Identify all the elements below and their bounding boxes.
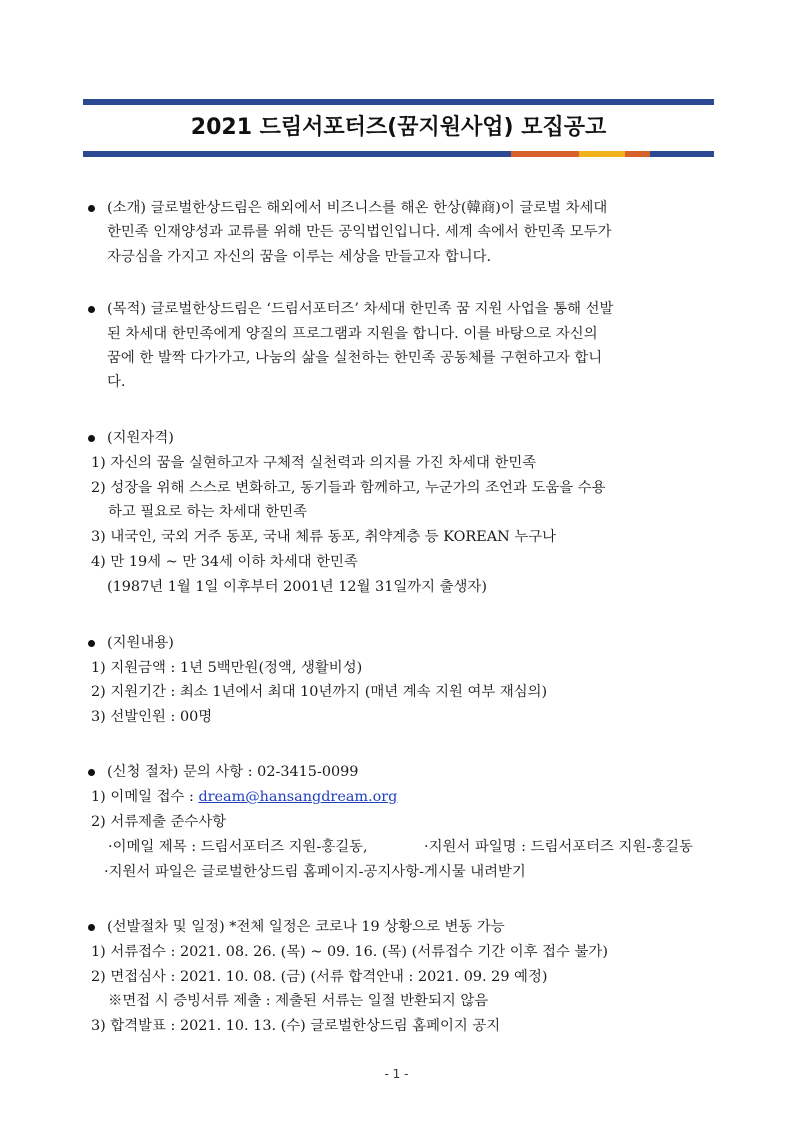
eligibility-item: 4) 만 19세 ~ 만 34세 이하 차세대 한민족 — [91, 554, 358, 570]
title-top-rule — [83, 99, 714, 105]
intro-line: (소개) 글로벌한상드림은 해외에서 비즈니스를 해온 한상(韓商)이 글로벌 차세대 — [107, 200, 608, 216]
bullet-icon — [88, 769, 95, 776]
eligibility-item: 2) 성장을 위해 스스로 변화하고, 동기들과 함께하고, 누군가의 조언과 도움을 수용 — [91, 480, 606, 496]
schedule-item: 3) 합격발표 : 2021. 10. 13. (수) 글로벌한상드림 홈페이지 공지 — [91, 1018, 501, 1034]
apply-email-line — [91, 786, 397, 808]
rule-segment-orange-2 — [625, 151, 650, 157]
support-item: 1) 지원금액 : 1년 5백만원(정액, 생활비성) — [91, 660, 363, 676]
schedule-item: 1) 서류접수 : 2021. 08. 26. (목) ~ 09. 16. (목) (서류접수 기간 이후 접수 불가) — [91, 944, 608, 960]
apply-subitem: ·지원서 파일명 : 드림서포터즈 지원-홍길동 — [424, 839, 693, 855]
rule-segment-navy-2 — [650, 151, 714, 157]
schedule-note: ※면접 시 증빙서류 제출 : 제출된 서류는 일절 반환되지 않음 — [108, 993, 489, 1009]
title-bottom-rule — [83, 151, 714, 157]
eligibility-item: 3) 내국인, 국외 거주 동포, 국내 체류 동포, 취약계층 등 KOREAN 누구나 — [91, 529, 557, 545]
purpose-line: 다. — [107, 374, 126, 390]
eligibility-heading: (지원자격) — [107, 430, 174, 446]
eligibility-item: (1987년 1월 1일 이후부터 2001년 12월 31일까지 출생자) — [107, 579, 487, 595]
support-item: 3) 선발인원 : 00명 — [91, 709, 213, 725]
page-number: - 1 - — [384, 1067, 409, 1081]
purpose-line: 꿈에 한 발짝 다가가고, 나눔의 삶을 실천하는 한민족 공동체를 구현하고자 합니 — [107, 350, 603, 366]
bullet-icon — [88, 640, 95, 647]
rule-segment-yellow — [579, 151, 625, 157]
rule-segment-orange — [511, 151, 579, 157]
eligibility-item: 하고 필요로 하는 차세대 한민족 — [108, 504, 308, 520]
bullet-icon — [88, 435, 95, 442]
purpose-line: (목적) 글로벌한상드림은 ‘드림서포터즈’ 차세대 한민족 꿈 지원 사업을 통해 선발 — [107, 301, 614, 317]
purpose-line: 된 차세대 한민족에게 양질의 프로그램과 지원을 합니다. 이를 바탕으로 자신의 — [107, 326, 598, 342]
bullet-icon — [88, 205, 95, 212]
apply-item: 2) 서류제출 준수사항 — [91, 814, 227, 830]
intro-line: 한민족 인재양성과 교류를 위해 만든 공익법인입니다. 세계 속에서 한민족 모두가 — [107, 224, 612, 240]
apply-subitem: ·지원서 파일은 글로벌한상드림 홈페이지-공지사항-게시물 내려받기 — [104, 864, 526, 880]
support-item: 2) 지원기간 : 최소 1년에서 최대 10년까지 (매년 계속 지원 여부 재심의) — [91, 684, 548, 700]
apply-subitem: ·이메일 제목 : 드림서포터즈 지원-홍길동, — [108, 839, 368, 855]
bullet-icon — [88, 924, 95, 931]
support-heading: (지원내용) — [107, 635, 174, 651]
rule-segment-navy — [83, 151, 511, 157]
page-title: 2021 드림서포터즈(꿈지원사업) 모집공고 — [190, 115, 607, 140]
intro-line: 자긍심을 가지고 자신의 꿈을 이루는 세상을 만들고자 합니다. — [107, 249, 492, 265]
apply-heading: (신청 절차) 문의 사항 : 02-3415-0099 — [107, 764, 359, 780]
apply-email-label: 1) 이메일 접수 : — [91, 789, 199, 805]
bullet-icon — [88, 306, 95, 313]
email-link[interactable]: dream@hansangdream.org — [198, 789, 398, 805]
schedule-heading: (선발절차 및 일정) *전체 일정은 코로나 19 상황으로 변동 가능 — [107, 919, 505, 935]
eligibility-item: 1) 자신의 꿈을 실현하고자 구체적 실천력과 의지를 가진 차세대 한민족 — [91, 455, 537, 471]
schedule-item: 2) 면접심사 : 2021. 10. 08. (금) (서류 합격안내 : 2021. 09. 29 예정) — [91, 969, 548, 985]
